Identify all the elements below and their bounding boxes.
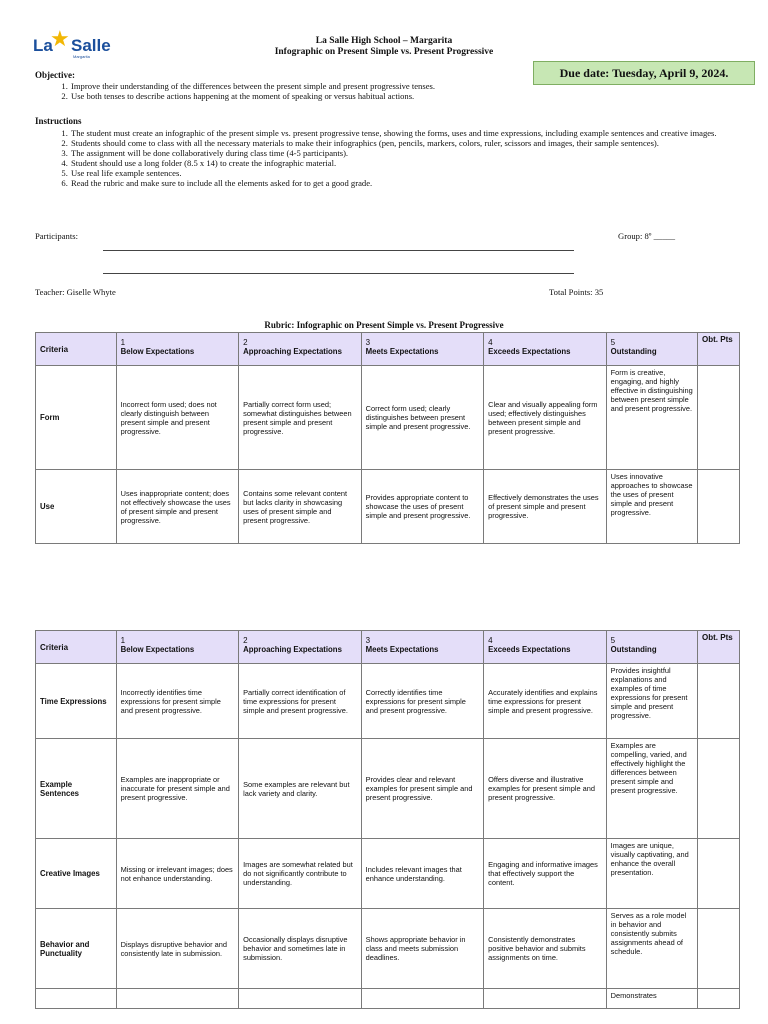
objective-list [35, 81, 768, 101]
document-title: Infographic on Present Simple vs. Present Progressive [274, 47, 494, 57]
level-number: 4 [488, 636, 493, 645]
obtained-points-cell [698, 366, 740, 470]
obtained-points-header: Obt. Pts [698, 333, 740, 366]
obtained-points-header: Obt. Pts [698, 631, 740, 664]
criterion-name: Creative Images [36, 839, 117, 909]
school-name: La Salle High School – Margarita [315, 36, 453, 46]
rubric-cell: Missing or irrelevant images; does not enhance understanding. [116, 839, 239, 909]
obtained-points-cell [698, 470, 740, 544]
rubric-cell: Partially correct form used; somewhat distinguishes between present simple and present progressive. [239, 366, 362, 470]
level-header [239, 333, 362, 366]
rubric-cell: Effectively demonstrates the uses of present simple and present progressive. [484, 470, 607, 544]
level-label: Exceeds Expectations [488, 347, 571, 356]
level-number: 5 [610, 636, 616, 645]
logo-text-salle: Salle [71, 36, 111, 55]
rubric-cell: Form is creative, engaging, and highly effective in distinguishing between present simple and present progressive. [606, 366, 697, 470]
criterion-name [36, 989, 117, 1009]
instructions-item: 2. Students should come to class with all the necessary materials to make their infographics (pen, pencils, markers, colors, ruler, scissors and images, their sample sentences). [70, 138, 768, 148]
objective-item: 1. Improve their understanding of the differences between the present simple and present progressive tenses. [70, 81, 768, 91]
level-header [361, 631, 484, 664]
rubric-cell: Consistently demonstrates positive behavior and submits assignments on time. [484, 909, 607, 989]
level-label: Meets Expectations [365, 645, 439, 654]
rubric-cell: Examples are compelling, varied, and effectively highlight the differences between present simple and present progressive. [606, 739, 697, 839]
obtained-points-cell [698, 909, 740, 989]
document-header [0, 36, 768, 58]
level-header [606, 631, 697, 664]
rubric-row [36, 909, 740, 989]
rubric-cell: Demonstrates [606, 989, 697, 1009]
instructions-item: 1. The student must create an infographic of the present simple vs. present progressive tense, showing the forms, uses and time expressions, including example sentences and creative images. [70, 128, 768, 138]
level-number: 5 [610, 338, 616, 347]
obtained-points-cell [698, 664, 740, 739]
rubric-row [36, 470, 740, 544]
rubric-cell: Includes relevant images that enhance understanding. [361, 839, 484, 909]
rubric-row [36, 664, 740, 739]
participant-line [103, 250, 574, 251]
instructions-item: 3. The assignment will be done collaboratively during class time (4-5 participants). [70, 148, 768, 158]
level-number: 1 [120, 338, 126, 347]
rubric-cell: Occasionally displays disruptive behavior and sometimes late in submission. [239, 909, 362, 989]
rubric-cell: Images are somewhat related but do not significantly contribute to understanding. [239, 839, 362, 909]
rubric-row [36, 366, 740, 470]
rubric-cell: Incorrect form used; does not clearly distinguish between present simple and present progressive. [116, 366, 239, 470]
instructions-heading: Instructions [35, 116, 82, 126]
rubric-cell: Contains some relevant content but lacks clarity in showcasing uses of present simple and present progressive. [239, 470, 362, 544]
participants-label: Participants: [35, 231, 78, 241]
level-number: 3 [365, 338, 371, 347]
level-header [606, 333, 697, 366]
level-number: 2 [243, 636, 248, 645]
level-label: Approaching Expectations [243, 347, 342, 356]
criteria-header: Criteria [36, 333, 117, 366]
rubric-cell: Provides clear and relevant examples for present simple and present progressive. [361, 739, 484, 839]
rubric-cell: Clear and visually appealing form used; effectively distinguishes between present simple and present progressive. [484, 366, 607, 470]
criterion-name: Form [36, 366, 117, 470]
criterion-name: Example Sentences [36, 739, 117, 839]
instructions-list [35, 128, 768, 188]
level-label: Exceeds Expectations [488, 645, 571, 654]
due-date-box: Due date: Tuesday, April 9, 2024. [533, 61, 755, 85]
teacher-name: Teacher: Giselle Whyte [35, 287, 116, 297]
rubric-row [36, 739, 740, 839]
rubric-cell: Serves as a role model in behavior and consistently submits assignments ahead of schedule. [606, 909, 697, 989]
rubric-cell [361, 989, 484, 1009]
objective-item: 2. Use both tenses to describe actions happening at the moment of speaking or versus habitual actions. [70, 91, 768, 101]
level-number: 3 [365, 636, 371, 645]
star-icon: ★ [50, 26, 70, 51]
rubric-cell: Engaging and informative images that effectively support the content. [484, 839, 607, 909]
group-label: Group: 8º _____ [618, 231, 676, 241]
rubric-cell: Examples are inappropriate or inaccurate for present simple and present progressive. [116, 739, 239, 839]
level-header [484, 333, 607, 366]
participant-line [103, 273, 574, 274]
level-label: Meets Expectations [365, 347, 439, 356]
criterion-name: Behavior and Punctuality [36, 909, 117, 989]
rubric-row [36, 839, 740, 909]
level-label: Outstanding [610, 347, 657, 356]
instructions-item: 4. Student should use a long folder (8.5 x 14) to create the infographic material. [70, 158, 768, 168]
level-header [484, 631, 607, 664]
level-number: 2 [243, 338, 248, 347]
rubric-cell: Uses innovative approaches to showcase the uses of present simple and present progressive. [606, 470, 697, 544]
level-label: Below Expectations [120, 347, 195, 356]
obtained-points-cell [698, 989, 740, 1009]
level-label: Outstanding [610, 645, 657, 654]
obtained-points-cell [698, 739, 740, 839]
level-header [239, 631, 362, 664]
rubric-cell: Provides insightful explanations and examples of time expressions for present simple and present progressive. [606, 664, 697, 739]
rubric-cell: Uses inappropriate content; does not effectively showcase the uses of present simple and present progressive. [116, 470, 239, 544]
rubric-cell [484, 989, 607, 1009]
instructions-item: 5. Use real life example sentences. [70, 168, 768, 178]
level-label: Approaching Expectations [243, 645, 342, 654]
rubric-cell [116, 989, 239, 1009]
obtained-points-cell [698, 839, 740, 909]
logo-subtext: Margarita [73, 54, 90, 59]
instructions-item: 6. Read the rubric and make sure to include all the elements asked for to get a good grade. [70, 178, 768, 188]
criteria-header: Criteria [36, 631, 117, 664]
rubric-cell: Some examples are relevant but lack variety and clarity. [239, 739, 362, 839]
rubric-table-1 [35, 332, 740, 544]
rubric-cell: Images are unique, visually captivating, and enhance the overall presentation. [606, 839, 697, 909]
level-header [116, 631, 239, 664]
rubric-cell: Displays disruptive behavior and consistently late in submission. [116, 909, 239, 989]
logo-text-la: La [33, 36, 53, 55]
rubric-cell: Shows appropriate behavior in class and meets submission deadlines. [361, 909, 484, 989]
level-number: 4 [488, 338, 493, 347]
level-header [116, 333, 239, 366]
rubric-title: Rubric: Infographic on Present Simple vs. Present Progressive [264, 320, 504, 330]
rubric-table-2 [35, 630, 740, 1009]
level-label: Below Expectations [120, 645, 195, 654]
rubric-cell: Correct form used; clearly distinguishes between present simple and present progressive. [361, 366, 484, 470]
rubric-cell: Correctly identifies time expressions for present simple and present progressive. [361, 664, 484, 739]
rubric-cell: Accurately identifies and explains time expressions for present simple and present progressive. [484, 664, 607, 739]
rubric-cell: Partially correct identification of time expressions for present simple and present progressive. [239, 664, 362, 739]
rubric-row [36, 989, 740, 1009]
rubric-cell: Provides appropriate content to showcase the uses of present simple and present progressive. [361, 470, 484, 544]
criterion-name: Time Expressions [36, 664, 117, 739]
rubric-cell: Offers diverse and illustrative examples for present simple and present progressive. [484, 739, 607, 839]
rubric-cell [239, 989, 362, 1009]
objective-heading: Objective: [35, 70, 75, 80]
criterion-name: Use [36, 470, 117, 544]
level-number: 1 [120, 636, 126, 645]
level-header [361, 333, 484, 366]
rubric-cell: Incorrectly identifies time expressions for present simple and present progressive. [116, 664, 239, 739]
total-points: Total Points: 35 [549, 287, 604, 297]
